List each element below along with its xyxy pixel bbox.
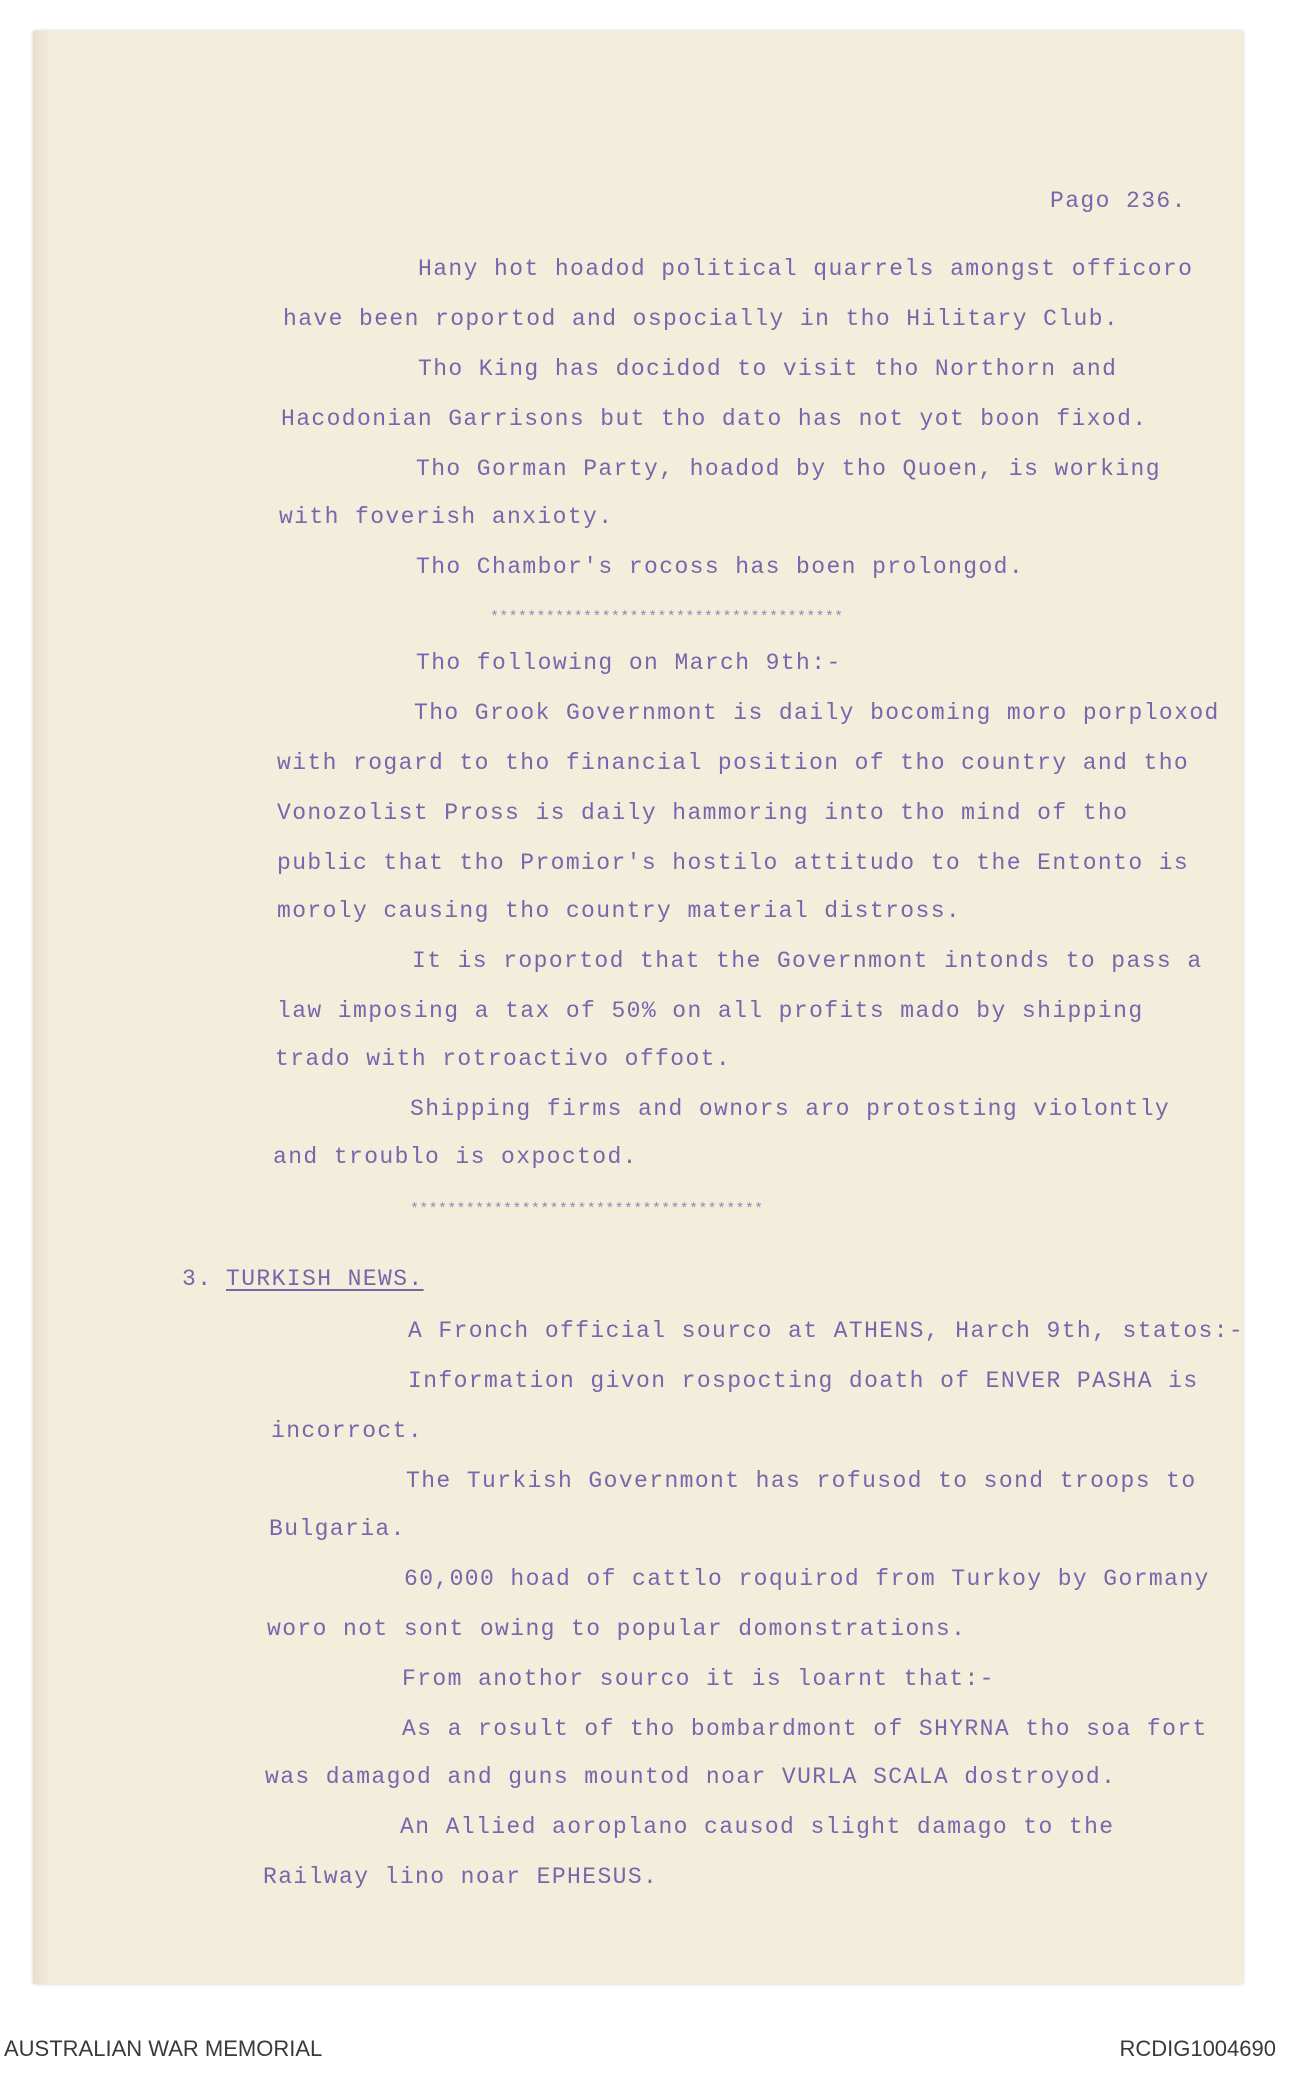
page-number: Pago 236. [1050,188,1187,214]
section-heading: TURKISH NEWS. [226,1266,424,1292]
text-line: An Allied aoroplano causod slight damago to the [400,1814,1115,1840]
text-line: Information givon rospocting doath of ENVER PASHA is [408,1368,1199,1394]
text-line: Tho following on March 9th:- [416,650,842,676]
footer-right-label: RCDIG1004690 [1119,2036,1276,2061]
text-line: It is roportod that the Governmont intonds to pass a [412,948,1203,974]
text-line: Shipping firms and ownors aro protosting violontly [410,1096,1171,1122]
text-line: with foverish anxioty. [279,504,614,530]
text-line: Tho Gorman Party, hoadod by tho Quoen, is working [416,456,1161,482]
text-line: Vonozolist Pross is daily hammoring into tho mind of tho [277,800,1129,826]
text-line: woro not sont owing to popular domonstrations. [267,1616,967,1642]
text-line: moroly causing tho country material distross. [277,898,962,924]
section-number: 3. [182,1266,213,1292]
text-line: Tho Grook Governmont is daily bocoming moro porploxod [414,700,1220,726]
text-line: public that tho Promior's hostilo attitudo to the Entonto is [277,850,1190,876]
text-line: with rogard to tho financial position of tho country and tho [277,750,1190,776]
text-line: Bulgaria. [269,1516,406,1542]
text-line: 60,000 hoad of cattlo roquirod from Turkoy by Gormany [404,1566,1210,1592]
separator: ************************************** [410,1201,764,1218]
text-line: The Turkish Governmont has rofusod to sond troops to [406,1468,1197,1494]
text-line: was damagod and guns mountod noar VURLA SCALA dostroyod. [265,1764,1117,1790]
text-line: From anothor sourco it is loarnt that:- [402,1666,995,1692]
separator: ************************************** [490,609,844,626]
text-line: Hacodonian Garrisons but tho dato has not yot boon fixod. [281,406,1148,432]
text-line: Railway lino noar EPHESUS. [263,1864,659,1890]
text-line: law imposing a tax of 50% on all profits mado by shipping [277,998,1144,1024]
text-line: incorroct. [271,1418,424,1444]
text-line: trado with rotroactivo offoot. [275,1046,732,1072]
text-line: have been roportod and ospocially in tho Hilitary Club. [283,306,1120,332]
text-line: As a rosult of tho bombardmont of SHYRNA tho soa fort [402,1716,1208,1742]
text-line: A Fronch official sourco at ATHENS, Harch 9th, statos:- [408,1318,1245,1344]
text-line: and troublo is oxpoctod. [273,1144,638,1170]
text-line: Tho Chambor's rocoss has boen prolongod. [416,554,1025,580]
text-line: Hany hot hoadod political quarrels amongst officoro [418,256,1194,282]
text-line: Tho King has docidod to visit tho Northorn and [418,356,1118,382]
footer-left-label: AUSTRALIAN WAR MEMORIAL [4,2036,323,2061]
